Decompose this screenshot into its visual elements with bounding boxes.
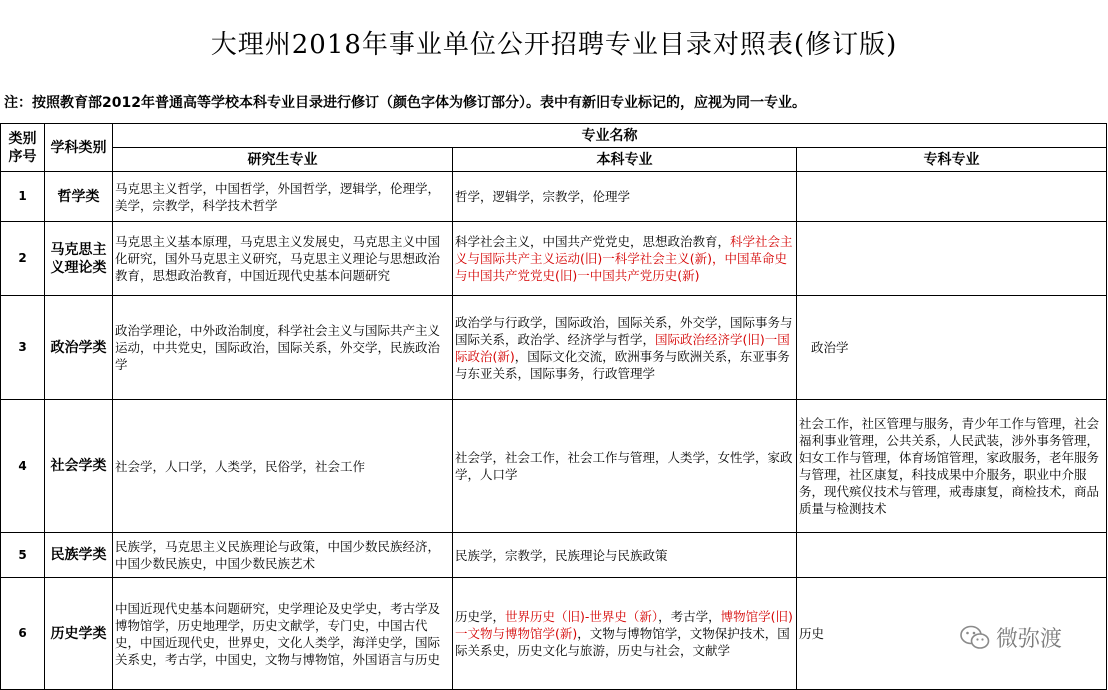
row-seq: 5	[1, 533, 45, 578]
row-seq: 2	[1, 222, 45, 296]
row-graduate-majors: 民族学，马克思主义民族理论与政策，中国少数民族经济，中国少数民族史，中国少数民族艺术	[113, 533, 453, 578]
table-row	[1, 533, 1107, 578]
row-graduate-majors: 马克思主义哲学，中国哲学，外国哲学，逻辑学，伦理学，美学，宗教学，科学技术哲学	[113, 172, 453, 222]
row-category: 社会学类	[45, 400, 113, 533]
watermark-text: 微弥渡	[996, 627, 1063, 652]
row-undergraduate-majors	[453, 296, 797, 400]
major-text: ，考古学，	[658, 609, 721, 624]
table-row	[1, 222, 1107, 296]
row-category: 哲学类	[45, 172, 113, 222]
revised-text: 世界历史（旧)-世界史（新）	[505, 609, 659, 624]
row-category: 民族学类	[45, 533, 113, 578]
row-graduate-majors: 马克思主义基本原理，马克思主义发展史，马克思主义中国化研究，国外马克思主义研究，马克思主义理论与思想政治教育，思想政治教育，中国近现代史基本问题研究	[113, 222, 453, 296]
header-graduate: 研究生专业	[113, 148, 453, 172]
major-text: ，文物与博物馆学，文物保护技术，国际关系史，历史文化与旅游，历史与社会，文献学	[455, 626, 790, 658]
row-undergraduate-majors	[453, 222, 797, 296]
major-text: 科学社会主义，中国共产党党史，思想政治教育，	[455, 234, 731, 249]
watermark	[960, 622, 1062, 653]
major-catalog-table	[0, 123, 1107, 690]
major-text: ，国际文化交流，欧洲事务与欧洲关系，东亚事务与东亚关系，国际事务，行政管理学	[455, 348, 790, 381]
page-title: 大理州2018年事业单位公开招聘专业目录对照表(修订版)	[210, 30, 898, 60]
table-row	[1, 578, 1107, 690]
row-graduate-majors: 政治学理论，中外政治制度，科学社会主义与国际共产主义运动，中共党史，国际政治，国际关系，外交学，民族政治学	[113, 296, 453, 400]
row-undergraduate-majors	[453, 400, 797, 533]
header-college: 专科专业	[797, 148, 1107, 172]
row-category: 政治学类	[45, 296, 113, 400]
row-category: 马克思主义理论类	[45, 222, 113, 296]
table-row	[1, 296, 1107, 400]
row-undergraduate-majors	[453, 172, 797, 222]
row-seq: 1	[1, 172, 45, 222]
major-text: 社会学，社会工作，社会工作与管理，人类学，女性学，家政学，人口学	[455, 450, 793, 482]
row-college-majors: 社会工作，社区管理与服务，青少年工作与管理，社会福利事业管理，公共关系，人民武装，涉外事务管理，妇女工作与管理，体育场馆管理，家政服务，老年服务与管理，社区康复，科技成果中介服务，职业中介服务，现代殡仪技术与管理，戒毒康复，商检技术，商品质量与检测技术	[797, 400, 1107, 533]
revision-note: 注：按照教育部2012年普通高等学校本科专业目录进行修订（颜色字体为修订部分）。表中有新旧专业标记的，应视为同一专业。	[4, 95, 806, 111]
row-undergraduate-majors	[453, 533, 797, 578]
wechat-icon	[960, 625, 990, 651]
revised-text: 科学社会主义与国际共产主义运动(旧)一科学社会主义(新)，中国革命史与中国共产党党史(旧)一中国共产党历史(新)	[455, 234, 793, 283]
row-graduate-majors: 社会学，人口学，人类学，民俗学，社会工作	[113, 400, 453, 533]
table-row	[1, 172, 1107, 222]
row-college-majors	[797, 533, 1107, 578]
row-college-majors	[797, 172, 1107, 222]
major-text: 哲学，逻辑学，宗教学，伦理学	[455, 189, 631, 204]
revised-text: 博物馆学(旧)一文物与博物馆学(新)	[455, 609, 793, 641]
header-undergraduate: 本科专业	[453, 148, 797, 172]
row-college-majors: 历史	[797, 578, 1107, 690]
row-graduate-majors: 中国近现代史基本问题研究，史学理论及史学史，考古学及博物馆学，历史地理学，历史文献学，专门史，中国古代史，中国近现代史，世界史，文化人类学，海洋史学，国际关系史，考古学，中国史，文物与博物馆，外国语言与历史	[113, 578, 453, 690]
row-college-majors	[797, 222, 1107, 296]
row-undergraduate-majors	[453, 578, 797, 690]
major-text: 历史学，	[455, 609, 506, 624]
header-major-name: 专业名称	[113, 124, 1107, 148]
header-category: 学科类别	[45, 124, 113, 172]
header-seq: 类别序号	[1, 124, 45, 172]
revised-text: 国际政治经济学(旧)一国际政治(新)	[455, 331, 790, 364]
row-seq: 3	[1, 296, 45, 400]
row-seq: 4	[1, 400, 45, 533]
row-seq: 6	[1, 578, 45, 690]
row-category: 历史学类	[45, 578, 113, 690]
major-text: 民族学，宗教学，民族理论与民族政策	[455, 547, 668, 563]
major-text: 政治学与行政学，国际政治，国际关系，外交学，国际事务与国际关系，政治学、经济学与哲学，	[455, 314, 793, 347]
row-college-majors: 政治学	[797, 296, 1107, 400]
table-row	[1, 400, 1107, 533]
